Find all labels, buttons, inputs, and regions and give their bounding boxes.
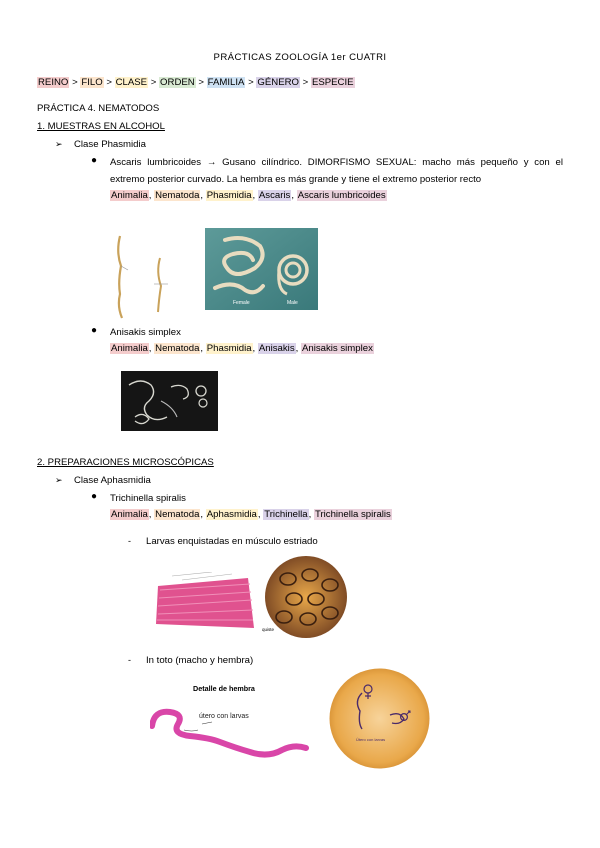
taxon-reino: Animalia bbox=[111, 509, 148, 520]
taxon-especie: Trichinella spiralis bbox=[314, 509, 391, 520]
micrograph-label: Útero con larvas bbox=[356, 737, 386, 742]
anisakis-taxonomy: Animalia, Nematoda, Phasmidia, Anisakis, Anisakis simplex bbox=[111, 343, 373, 354]
trichinella-sub1: Larvas enquistadas en músculo estriado bbox=[146, 536, 318, 547]
taxon-clase: Phasmidia bbox=[206, 190, 252, 201]
cyst-label: quiste bbox=[262, 627, 275, 632]
ascaris-description-line1: Ascaris lumbricoides → Gusano cilíndrico. DIMORFISMO SEXUAL: macho más pequeño y con el bbox=[110, 157, 563, 168]
legend-genero: GÉNERO bbox=[257, 77, 299, 88]
bullet-icon: ● bbox=[91, 325, 98, 336]
legend-reino: REINO bbox=[38, 77, 69, 88]
section1-class: Clase Phasmidia bbox=[74, 139, 146, 150]
trichinella-taxonomy: Animalia, Nematoda, Aphasmidia, Trichinella, Trichinella spiralis bbox=[111, 509, 391, 520]
photo-label-female: Female bbox=[233, 300, 250, 306]
cyst-micrograph-image bbox=[260, 555, 352, 639]
ascaris-photo-image bbox=[205, 228, 318, 310]
separator: > bbox=[302, 77, 309, 88]
taxon-reino: Animalia bbox=[111, 190, 148, 201]
taxon-clase: Phasmidia bbox=[206, 343, 252, 354]
ascaris-taxonomy: Animalia, Nematoda, Phasmidia, Ascaris, Ascaris lumbricoides bbox=[111, 190, 386, 201]
legend-familia: FAMILIA bbox=[207, 77, 245, 88]
section1-heading: 1. MUESTRAS EN ALCOHOL bbox=[37, 121, 165, 132]
taxon-reino: Animalia bbox=[111, 343, 148, 354]
micrograph-male-female-image bbox=[328, 667, 431, 770]
separator: > bbox=[150, 77, 157, 88]
separator: > bbox=[198, 77, 204, 88]
bullet-icon: ● bbox=[91, 491, 98, 502]
taxon-genero: Anisakis bbox=[258, 343, 295, 354]
taxon-filo: Nematoda bbox=[155, 509, 200, 520]
female-detail-title: Detalle de hembra bbox=[193, 684, 255, 693]
ascaris-description-line2: extremo posterior curvado. La hembra es más grande y tiene el extremo posterior recto bbox=[110, 174, 482, 185]
taxon-genero: Ascaris bbox=[258, 190, 291, 201]
legend-orden: ORDEN bbox=[160, 77, 195, 88]
legend-filo: FILO bbox=[81, 77, 103, 88]
ascaris-sketch-image bbox=[108, 232, 178, 320]
taxon-especie: Anisakis simplex bbox=[301, 343, 373, 354]
muscle-tissue-image bbox=[152, 572, 257, 634]
arrow-bullet-icon: ➢ bbox=[55, 139, 63, 149]
taxonomy-legend bbox=[37, 77, 355, 88]
anisakis-photo-image bbox=[121, 371, 218, 431]
section2-heading: 2. PREPARACIONES MICROSCÓPICAS bbox=[37, 457, 214, 468]
trichinella-sub2: In toto (macho y hembra) bbox=[146, 655, 254, 666]
separator: > bbox=[106, 77, 112, 88]
practice-heading: PRÁCTICA 4. NEMATODOS bbox=[37, 103, 160, 114]
anisakis-name: Anisakis simplex bbox=[110, 327, 181, 338]
arrow-bullet-icon: ➢ bbox=[55, 475, 63, 485]
section2-class: Clase Aphasmidia bbox=[74, 475, 151, 486]
legend-especie: ESPECIE bbox=[311, 77, 354, 88]
legend-clase: CLASE bbox=[115, 77, 148, 88]
document-title: PRÁCTICAS ZOOLOGÍA 1er CUATRI bbox=[213, 52, 387, 63]
taxon-filo: Nematoda bbox=[155, 343, 200, 354]
taxon-clase: Aphasmidia bbox=[206, 509, 257, 520]
female-detail-label: útero con larvas bbox=[199, 713, 249, 720]
photo-label-male: Male bbox=[287, 300, 298, 306]
dash-bullet-icon: - bbox=[128, 655, 131, 665]
taxon-genero: Trichinella bbox=[264, 509, 308, 520]
separator: > bbox=[248, 77, 254, 88]
taxon-filo: Nematoda bbox=[155, 190, 200, 201]
taxon-especie: Ascaris lumbricoides bbox=[297, 190, 386, 201]
separator: > bbox=[72, 77, 78, 88]
dash-bullet-icon: - bbox=[128, 536, 131, 546]
trichinella-name: Trichinella spiralis bbox=[110, 493, 186, 504]
female-detail-image bbox=[150, 700, 310, 770]
bullet-icon: ● bbox=[91, 155, 98, 166]
